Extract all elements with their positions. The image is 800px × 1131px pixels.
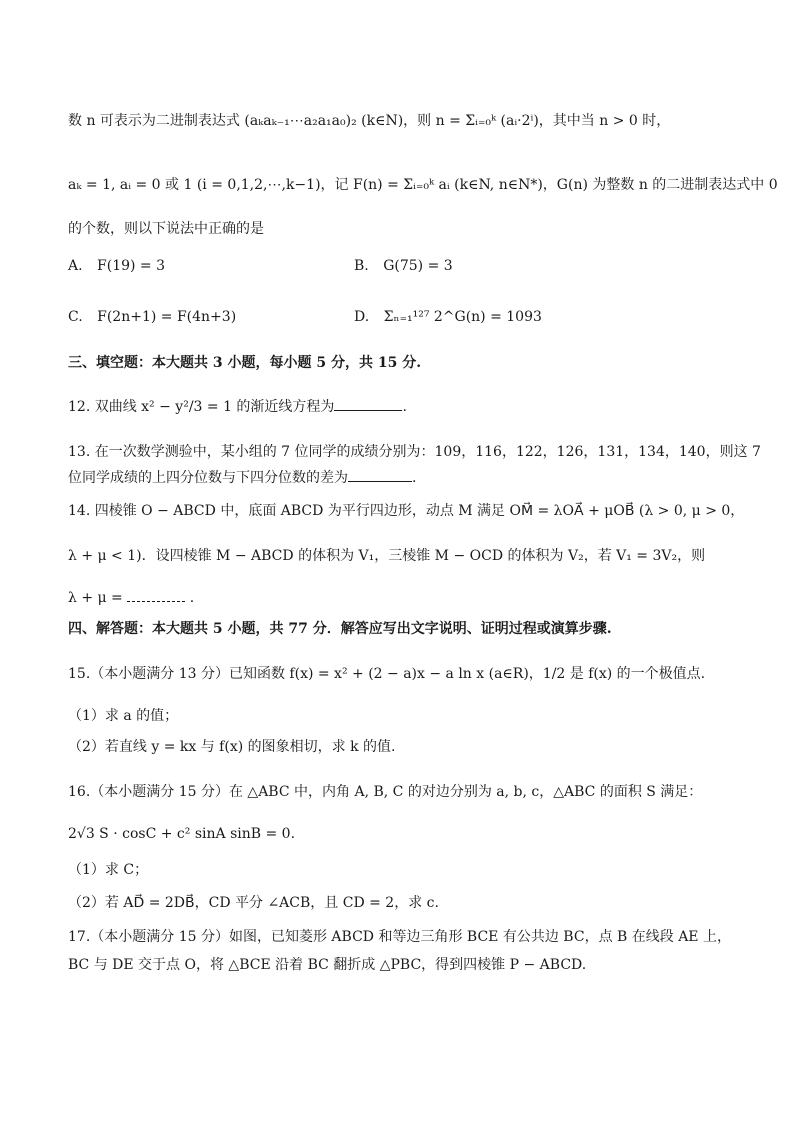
q15-line-1: 15.（本小题满分 13 分）已知函数 f(x) = x² + (2 − a)x − a ln x (a∈R)，1/2 是 f(x) 的一个极值点.: [68, 666, 706, 682]
section-4-heading: 四、解答题：本大题共 5 小题，共 77 分．解答应写出文字说明、证明过程或演算步骤.: [68, 621, 612, 637]
option-d: [354, 307, 542, 327]
q16-line-2: 2√3 S · cosC + c² sinA sinB = 0.: [68, 826, 296, 842]
q15-sub-1: （1）求 a 的值；: [68, 708, 179, 724]
option-c: [68, 307, 236, 327]
option-d-text: Σₙ₌₁¹²⁷ 2^G(n) = 1093: [383, 309, 542, 325]
q16-sub-1: （1）求 C；: [68, 862, 149, 878]
q11-line-2: aₖ = 1, aᵢ = 0 或 1 (i = 0,1,2,⋯,k−1)，记 F(n) = Σᵢ₌₀ᵏ aᵢ (k∈N, n∈N*)，G(n) 为整数 n 的二进制表达式中 0: [68, 177, 778, 193]
option-b-label: B.: [354, 258, 369, 274]
option-c-label: C.: [68, 309, 83, 325]
option-d-label: D.: [354, 309, 370, 325]
option-c-text: F(2n+1) = F(4n+3): [97, 309, 237, 325]
option-b: [354, 256, 453, 276]
q14-line-3: [68, 587, 760, 608]
q14-line-1: 14. 四棱锥 O − ABCD 中，底面 ABCD 为平行四边形，动点 M 满足 OM⃗ = λOA⃗ + μOB⃗ (λ > 0, μ > 0，: [68, 503, 745, 519]
section-3-heading: 三、填空题：本大题共 3 小题，每小题 5 分，共 15 分.: [68, 355, 422, 371]
q13-end: .: [412, 470, 417, 486]
q13-text: 位同学成绩的上四分位数与下四分位数的差为: [68, 470, 348, 486]
q12: [68, 396, 760, 417]
q12-answer-blank: [334, 396, 402, 411]
q13-line-1: 13. 在一次数学测验中，某小组的 7 位同学的成绩分别为：109，116，122，126，131，134，140，则这 7: [68, 444, 761, 460]
option-b-text: G(75) = 3: [383, 258, 453, 274]
q16-sub-2: （2）若 AD⃗ = 2DB⃗，CD 平分 ∠ACB，且 CD = 2，求 c.: [68, 895, 439, 911]
q16-line-1: 16.（本小题满分 15 分）在 △ABC 中，内角 A, B, C 的对边分别为 a, b, c，△ABC 的面积 S 满足：: [68, 784, 703, 800]
q17-line-1: 17.（本小题满分 15 分）如图，已知菱形 ABCD 和等边三角形 BCE 有公共边 BC，点 B 在线段 AE 上，: [68, 929, 731, 945]
q11-line-1: 数 n 可表示为二进制表达式 (aₖaₖ₋₁⋯a₂a₁a₀)₂ (k∈N)，则 n = Σᵢ₌₀ᵏ (aᵢ·2ⁱ)，其中当 n > 0 时，: [68, 113, 671, 129]
option-a: [68, 256, 165, 276]
option-a-text: F(19) = 3: [97, 258, 166, 274]
q12-end: .: [402, 399, 407, 415]
q13-line-2: [68, 467, 760, 488]
q14-text: λ + μ =: [68, 590, 123, 606]
option-a-label: A.: [68, 258, 83, 274]
q11-line-3: 的个数，则以下说法中正确的是: [68, 221, 264, 237]
q14-line-2: λ + μ < 1)．设四棱锥 M − ABCD 的体积为 V₁，三棱锥 M − OCD 的体积为 V₂，若 V₁ = 3V₂，则: [68, 548, 706, 564]
q14-end: .: [189, 590, 195, 606]
q13-answer-blank: [348, 467, 412, 482]
q12-text: 12. 双曲线 x² − y²/3 = 1 的渐近线方程为: [68, 399, 335, 415]
q14-answer-blank: [127, 587, 185, 602]
q15-sub-2: （2）若直线 y = kx 与 f(x) 的图象相切，求 k 的值.: [68, 739, 396, 755]
q17-line-2: BC 与 DE 交于点 O，将 △BCE 沿着 BC 翻折成 △PBC，得到四棱锥 P − ABCD.: [68, 957, 587, 973]
